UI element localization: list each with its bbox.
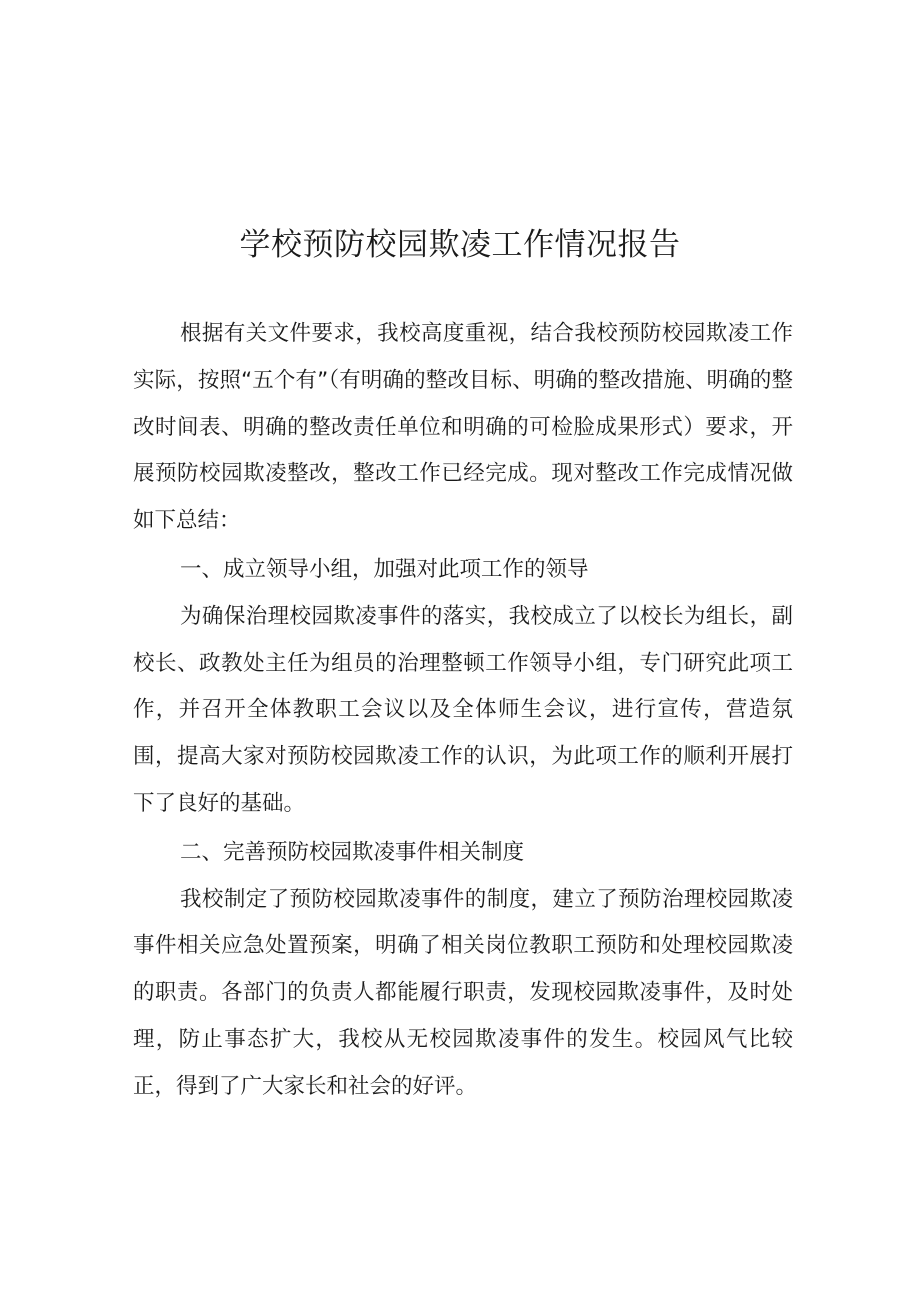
document-body: [133, 311, 793, 1111]
section-2-paragraph: 我校制定了预防校园欺凌事件的制度，建立了预防治理校园欺凌事件相关应急处置预案，明确了相关岗位教职工预防和处理校园欺凌的职责。各部门的负责人都能履行职责，发现校园欺凌事件，及时处理，防止事态扩大，我校从无校园欺凌事件的发生。校园风气比较正，得到了广大家长和社会的好评。: [133, 886, 793, 1099]
section-2-heading: 二、完善预防校园欺凌事件相关制度: [180, 839, 525, 865]
document-title: 学校预防校园欺凌工作情况报告: [239, 227, 681, 263]
intro-paragraph: 根据有关文件要求，我校高度重视，结合我校预防校园欺凌工作实际，按照“五个有”（有明确的整改目标、明确的整改措施、明确的整改时间表、明确的整改责任单位和明确的可检脸成果形式）要求，开展预防校园欺凌整改，整改工作已经完成。现对整改工作完成情况做如下总结：: [133, 321, 793, 534]
section-1-paragraph: 为确保治理校园欺凌事件的落实，我校成立了以校长为组长，副校长、政教处主任为组员的治理整顿工作领导小组，专门研究此项工作，并召开全体教职工会议以及全体师生会议，进行宣传，营造氛围，提高大家对预防校园欺凌工作的认识，为此项工作的顺利开展打下了良好的基础。: [133, 603, 793, 816]
section-1-heading: 一、成立领导小组，加强对此项工作的领导: [180, 556, 589, 582]
